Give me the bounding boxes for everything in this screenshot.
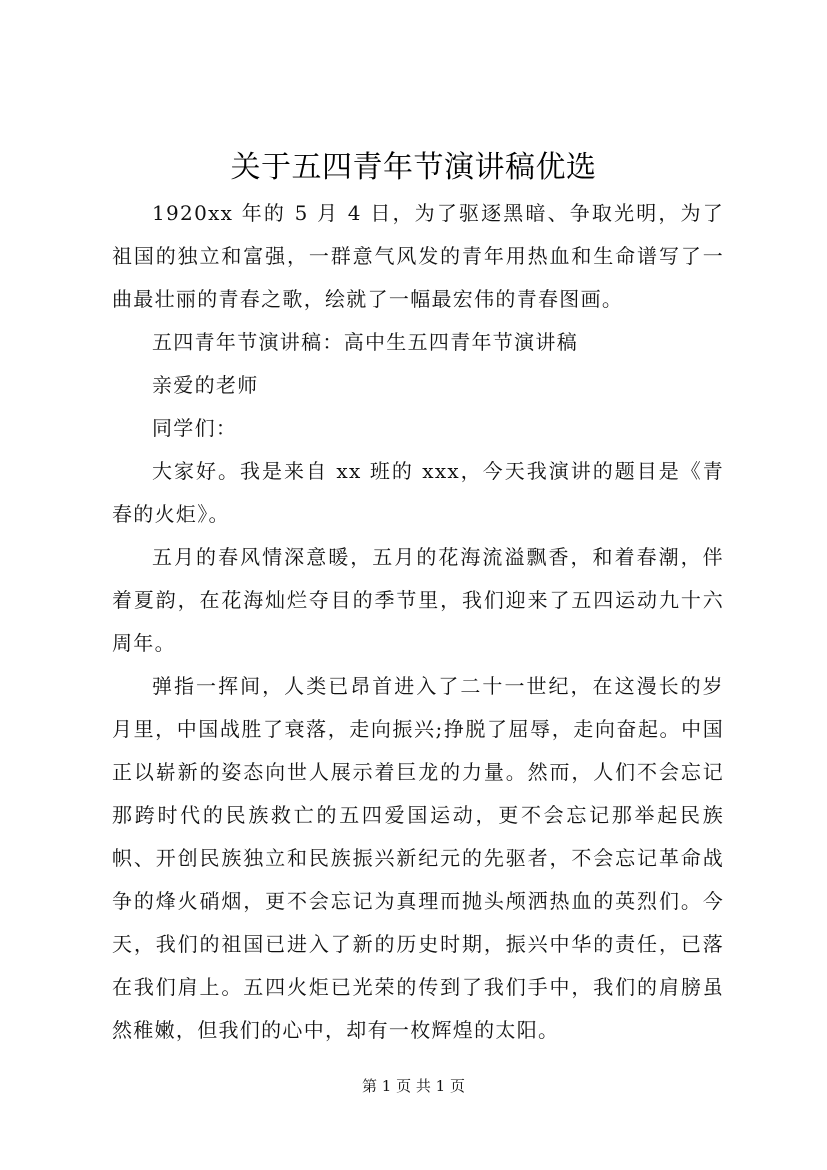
paragraph-intro: 1920xx 年的 5 月 4 日，为了驱逐黑暗、争取光明，为了祖国的独立和富强，一群意气风发的青年用热血和生命谱写了一曲最壮丽的青春之歌，绘就了一幅最宏伟的青春图画。	[112, 201, 724, 311]
paragraph-speech-topic: 大家好。我是来自 xx 班的 xxx，今天我演讲的题目是《青春的火炬》。	[112, 459, 724, 526]
paragraph-may-season: 五月的春风情深意暖，五月的花海流溢飘香，和着春潮，伴着夏韵，在花海灿烂夺目的季节里，我们迎来了五四运动九十六周年。	[112, 545, 724, 655]
document-body	[112, 192, 724, 1052]
paragraph-speech-heading: 五四青年节演讲稿：高中生五四青年节演讲稿	[152, 330, 578, 354]
document-title: 关于五四青年节演讲稿优选	[230, 150, 597, 185]
page-footer: 第 1 页 共 1 页	[362, 1077, 465, 1095]
paragraph-greeting-teachers: 亲爱的老师	[152, 373, 259, 397]
paragraph-greeting-students: 同学们：	[152, 416, 238, 440]
paragraph-history: 弹指一挥间，人类已昂首进入了二十一世纪，在这漫长的岁月里，中国战胜了衰落，走向振兴;挣脱了屈辱，走向奋起。中国正以崭新的姿态向世人展示着巨龙的力量。然而，人们不会忘记那跨时代的民族救亡的五四爱国运动，更不会忘记那举起民族帜、开创民族独立和民族振兴新纪元的先驱者，不会忘记革命战争的烽火硝烟，更不会忘记为真理而抛头颅洒热血的英烈们。今天，我们的祖国已进入了新的历史时期，振兴中华的责任，已落在我们肩上。五四火炬已光荣的传到了我们手中，我们的肩膀虽然稚嫩，但我们的心中，却有一枚辉煌的太阳。	[112, 674, 724, 1042]
